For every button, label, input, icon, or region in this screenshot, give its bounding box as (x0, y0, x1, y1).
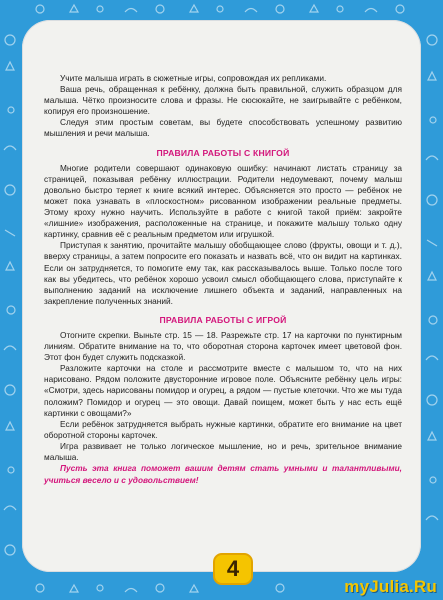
book-rules-heading: ПРАВИЛА РАБОТЫ С КНИГОЙ (156, 147, 290, 158)
game-rules-paragraph-1: Отогните скрепки. Выньте стр. 15 — 18. Разрежьте стр. 17 на карточки по пунктирным линиям. Обратите внимание на то, что оборотная сторона карточек имеет цветовой фон. Этот фон будет служить подсказкой. (44, 329, 402, 363)
page-content (44, 73, 402, 486)
intro-paragraph-2: Ваша речь, обращенная к ребёнку, должна быть правильной, служить образцом для малыша. Чётко произносите слова и фразы. Не сюсюкайте, не заигрывайте с ребёнком, копируя его произношение. (44, 84, 402, 117)
closing-wish: Пусть эта книга поможет вашим детям стать умными и талантливыми, учиться весело и с удовольствием! (44, 463, 402, 485)
game-rules-heading: ПРАВИЛА РАБОТЫ С ИГРОЙ (159, 314, 287, 325)
game-rules-paragraph-4: Игра развивает не только логическое мышление, но и речь, зрительное внимание малыша. (44, 440, 402, 462)
book-rules-paragraph-1: Многие родители совершают одинаковую ошибку: начинают листать страницу за страницей, показывая ребёнку иллюстрации. Родители недоумевают, почему малыш довольно быстро теряет к книге всякий интерес. Объясняется это просто — ребёнок не может пока узнавать в «плоскостном» рисованном изображении реальные предметы. Этому кроху нужно научить. Используйте в работе с книгой такой приём: закройте «лишние» изображения, расположенные на странице, и покажите малышу только одну картинку, сравнив её с реальным предметом или игрушкой. (44, 162, 402, 240)
game-rules-paragraph-2: Разложите карточки на столе и рассмотрите вместе с малышом то, что на них нарисовано. Рядом положите двусторонние игровое поле. Объясните ребёнку цель игры: «Смотри, здесь нарисованы помидор и огурец, а рядом — пустые клеточки. Что же мы туда положим? Помидор и огурец — это овощи. Давай поищем, может быть у нас есть ещё картинки с овощами?» (44, 363, 402, 418)
page-number-badge: 4 (213, 553, 253, 585)
site-watermark: myJulia.Ru (344, 577, 437, 596)
book-rules-paragraph-2: Приступая к занятию, прочитайте малышу обобщающее слово (фрукты, овощи и т. д.), вверху страницы, а затем попросите его показать и назвать всё, что он видит на картинках. Если он затрудняется, то помогите ему так, как рассказывалось выше. Только после того как вы убедитесь, что ребёнок хорошо усвоил смысл обобщающего слова, приступайте к выполнению заданий на исключение лишнего объекта и заданий, направленных на закрепление полученных знаний. (44, 240, 402, 306)
intro-paragraph-3: Следуя этим простым советам, вы будете способствовать успешному развитию мышления и речи малыша. (44, 117, 402, 139)
game-rules-paragraph-3: Если ребёнок затрудняется выбрать нужные картинки, обратите его внимание на цвет оборотной стороны карточек. (44, 418, 402, 440)
intro-paragraph-1: Учите малыша играть в сюжетные игры, сопровождая их репликами. (60, 73, 327, 83)
